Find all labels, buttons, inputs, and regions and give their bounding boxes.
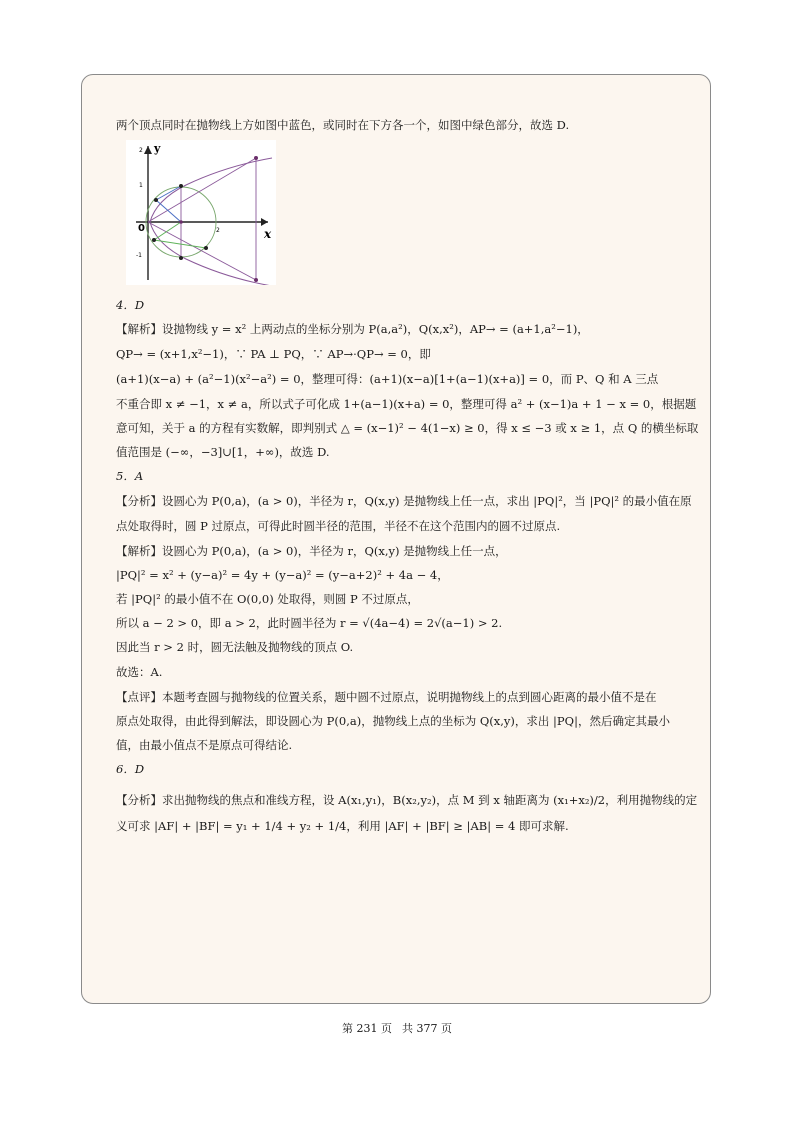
text-line: 不重合即 x ≠ −1，x ≠ a，所以式子可化成 1+(a−1)(x+a) = 0，整理可得 a² + (x−1)a + 1 − x = 0，根据题 bbox=[116, 397, 697, 411]
parabola-figure bbox=[126, 140, 276, 285]
y-axis-label: y bbox=[154, 142, 161, 155]
text-line: 【解析】设圆心为 P(0,a)，(a > 0)，半径为 r，Q(x,y) 是抛物线上任一点， bbox=[116, 544, 507, 558]
tick-y-minus1: -1 bbox=[136, 252, 142, 259]
tick-y-2: 2 bbox=[139, 147, 143, 154]
page-footer bbox=[0, 1020, 794, 1036]
x-axis-label: x bbox=[264, 227, 272, 241]
text-line: 故选：A. bbox=[116, 665, 163, 679]
point bbox=[154, 198, 158, 202]
tick-y-1: 1 bbox=[139, 182, 143, 189]
answer-heading-4: 4．D bbox=[116, 298, 145, 312]
figure-svg bbox=[126, 140, 276, 285]
text-line: |PQ|² = x² + (y−a)² = 4y + (y−a)² = (y−a+2)² + 4a − 4， bbox=[116, 568, 449, 582]
text-line: 【点评】本题考查圆与抛物线的位置关系，题中圆不过原点，说明抛物线上的点到圆心距离的最小值不是在 bbox=[116, 690, 657, 704]
text-line: 原点处取得，由此得到解法，即设圆心为 P(0,a)，抛物线上点的坐标为 Q(x,y)，求出 |PQ|，然后确定其最小 bbox=[116, 714, 670, 728]
text-line: 意可知，关于 a 的方程有实数解，即判别式 △ = (x−1)² − 4(1−x) ≥ 0，得 x ≤ −3 或 x ≥ 1，点 Q 的横坐标取 bbox=[116, 421, 699, 435]
text-line: 【分析】设圆心为 P(0,a)，(a > 0)，半径为 r，Q(x,y) 是抛物线上任一点，求出 |PQ|²，当 |PQ|² 的最小值在原 bbox=[116, 494, 692, 508]
segment bbox=[148, 158, 256, 222]
text-line: 义可求 |AF| + |BF| = y₁ + 1/4 + y₂ + 1/4，利用 |AF| + |BF| ≥ |AB| = 4 即可求解. bbox=[116, 819, 569, 833]
text-line: 值范围是 (−∞，−3]∪[1，+∞)，故选 D. bbox=[116, 445, 330, 459]
point bbox=[204, 246, 208, 250]
point bbox=[179, 220, 183, 224]
text-line: 两个顶点同时在抛物线上方如图中蓝色，或同时在下方各一个，如图中绿色部分，故选 D. bbox=[116, 118, 570, 132]
tick-y-0: 0 bbox=[138, 223, 145, 234]
text-line: 【分析】求出抛物线的焦点和准线方程，设 A(x₁,y₁)，B(x₂,y₂)，点 M 到 x 轴距离为 (x₁+x₂)/2，利用抛物线的定 bbox=[116, 793, 698, 807]
point bbox=[179, 256, 183, 260]
text-line: 点处取得时，圆 P 过原点，可得此时圆半径的范围，半径不在这个范围内的圆不过原点. bbox=[116, 519, 561, 533]
blue-segment bbox=[156, 186, 181, 200]
text-line: 所以 a − 2 > 0，即 a > 2，此时圆半径为 r = √(4a−4) = 2√(a−1) > 2. bbox=[116, 616, 503, 630]
page-total: 共 377 页 bbox=[402, 1022, 452, 1035]
green-segment bbox=[154, 240, 206, 248]
answer-heading-5: 5．A bbox=[116, 469, 144, 483]
text-line: 因此当 r > 2 时，圆无法触及抛物线的顶点 O. bbox=[116, 640, 354, 654]
point bbox=[254, 156, 258, 160]
tick-x-2: 2 bbox=[216, 227, 220, 234]
text-line: (a+1)(x−a) + (a²−1)(x²−a²) = 0，整理可得：(a+1)(x−a)[1+(a−1)(x+a)] = 0，而 P、Q 和 A 三点 bbox=[116, 372, 659, 386]
blue-segment bbox=[156, 200, 181, 222]
point bbox=[152, 238, 156, 242]
text-line: QP→ = (x+1,x²−1)，∵ PA ⊥ PQ，∵ AP→·QP→ = 0，即 bbox=[116, 347, 431, 361]
point bbox=[254, 278, 258, 282]
text-line: 【解析】设抛物线 y = x² 上两动点的坐标分别为 P(a,a²)，Q(x,x²)，AP→ = (a+1,a²−1)， bbox=[116, 322, 589, 336]
segment bbox=[148, 222, 256, 280]
text-line: 若 |PQ|² 的最小值不在 O(0,0) 处取得，则圆 P 不过原点， bbox=[116, 592, 419, 606]
text-line: 值，由最小值点不是原点可得结论. bbox=[116, 738, 293, 752]
x-axis-arrow-icon bbox=[261, 218, 268, 226]
page-number: 第 231 页 bbox=[342, 1022, 392, 1035]
answer-heading-6: 6．D bbox=[116, 762, 145, 776]
y-axis-arrow-icon bbox=[144, 146, 152, 154]
point bbox=[179, 184, 183, 188]
